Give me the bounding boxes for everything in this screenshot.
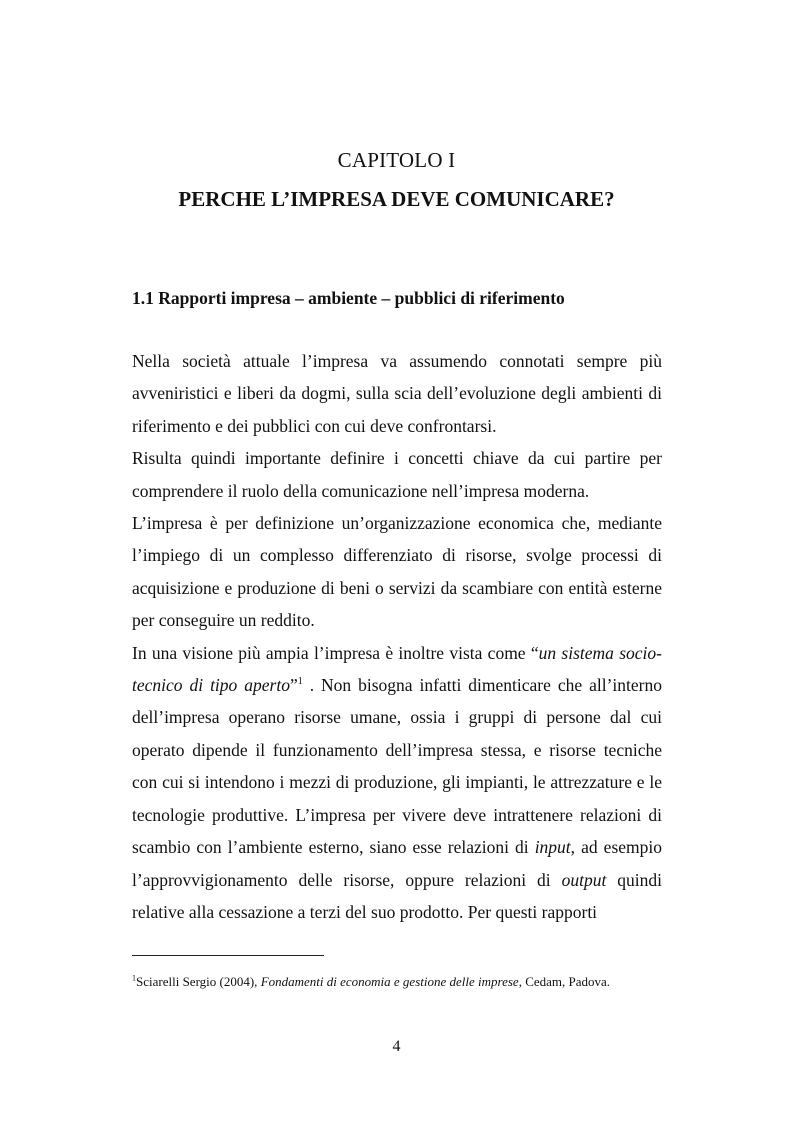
- footnote-separator: [132, 955, 324, 956]
- paragraph-3: L’impresa è per definizione un’organizzazione economica che, mediante l’impiego di un complesso differenziato di risorse, svolge processi di acquisizione e produzione di beni o servizi da scambiare con entità esterne per conseguire un reddito.: [132, 513, 662, 631]
- footnote-title: Fondamenti di economia e gestione delle imprese: [260, 974, 519, 989]
- paragraph-4-text-4: quindi relative alla cessazione a terzi del suo prodotto. Per questi rapporti: [132, 869, 662, 922]
- footnote-publisher: , Cedam, Padova.: [518, 974, 611, 989]
- page-number: 4: [392, 1038, 401, 1055]
- paragraph-4-text-3: , ad esempio l’approvvigionamento delle risorse, oppure relazioni di: [132, 837, 662, 890]
- footnote-reference[interactable]: 1: [297, 676, 303, 688]
- footnote: [132, 974, 610, 990]
- body-text: [132, 345, 662, 928]
- quoted-definition: un sistema socio-tecnico di tipo aperto: [132, 642, 662, 696]
- paragraph-1: Nella società attuale l’impresa va assumendo connotati sempre più avveniristici e liberi da dogmi, sulla scia dell’evoluzione degli ambienti di riferimento e dei pubblici con cui deve confrontarsi.: [132, 351, 662, 436]
- chapter-title: PERCHE L’IMPRESA DEVE COMUNICARE?: [178, 187, 615, 211]
- term-input: input: [534, 837, 571, 858]
- paragraph-2: Risulta quindi importante definire i concetti chiave da cui partire per comprendere il ruolo della comunicazione nell’impresa moderna.: [132, 448, 662, 501]
- paragraph-4-close-quote: ”: [289, 675, 298, 696]
- footnote-number: 1: [132, 973, 136, 983]
- term-output: output: [561, 869, 607, 890]
- paragraph-4: [132, 637, 662, 929]
- section-heading: 1.1 Rapporti impresa – ambiente – pubblici di riferimento: [132, 288, 565, 308]
- paragraph-4-text-1: In una visione più ampia l’impresa è inoltre vista come “: [132, 642, 539, 663]
- footnote-author: Sciarelli Sergio (2004),: [136, 974, 261, 989]
- paragraph-4-text-2: . Non bisogna infatti dimenticare che all’interno dell’impresa operano risorse umane, ossia i gruppi di persone dal cui operato dipende il funzionamento dell’impresa stessa, e risorse tecniche con cui si intendono i mezzi di produzione, gli impianti, le attrezzature e le tecnologie produttive. L’impresa per vivere deve intrattenere relazioni di scambio con l’ambiente esterno, siano esse relazioni di: [132, 675, 662, 858]
- chapter-label: CAPITOLO I: [337, 148, 456, 172]
